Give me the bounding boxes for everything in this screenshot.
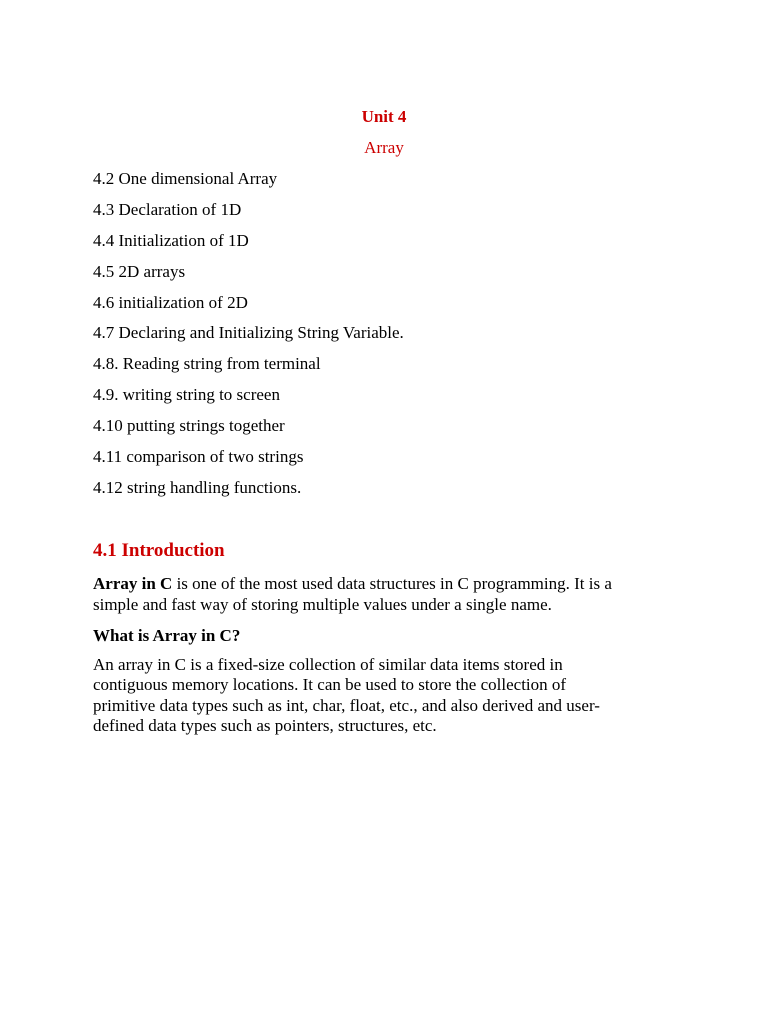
toc-item: 4.10 putting strings together [93,416,285,436]
definition-paragraph-line: contiguous memory locations. It can be used to store the collection of [93,675,567,695]
unit-subtitle: Array [364,138,404,157]
definition-paragraph [93,655,683,736]
toc-item: 4.11 comparison of two strings [93,447,304,467]
toc-item: 4.4 Initialization of 1D [93,230,249,250]
intro-bold-term: Array in C [93,574,173,593]
toc-item: 4.7 Declaring and Initializing String Variable. [93,323,404,343]
toc-item: 4.8. Reading string from terminal [93,354,321,374]
table-of-contents [93,168,404,508]
toc-item: 4.2 One dimensional Array [93,169,278,188]
definition-paragraph-line: An array in C is a fixed-size collection of similar data items stored in [93,655,563,674]
definition-paragraph-line: defined data types such as pointers, structures, etc. [93,715,437,735]
toc-item: 4.6 initialization of 2D [93,292,248,312]
intro-paragraph-line: simple and fast way of storing multiple values under a single name. [93,595,552,614]
toc-item: 4.5 2D arrays [93,261,186,281]
toc-item: 4.9. writing string to screen [93,385,280,405]
toc-item: 4.12 string handling functions. [93,477,302,497]
intro-line1-text: is one of the most used data structures in C programming. It is a [172,574,612,593]
unit-title: Unit 4 [361,107,407,126]
subheading: What is Array in C? [93,626,241,645]
intro-paragraph-line [93,573,683,594]
toc-item: 4.3 Declaration of 1D [93,199,242,219]
definition-paragraph-line: primitive data types such as int, char, float, etc., and also derived and user- [93,695,600,715]
intro-paragraph [93,573,683,615]
section-heading: 4.1 Introduction [93,540,225,561]
